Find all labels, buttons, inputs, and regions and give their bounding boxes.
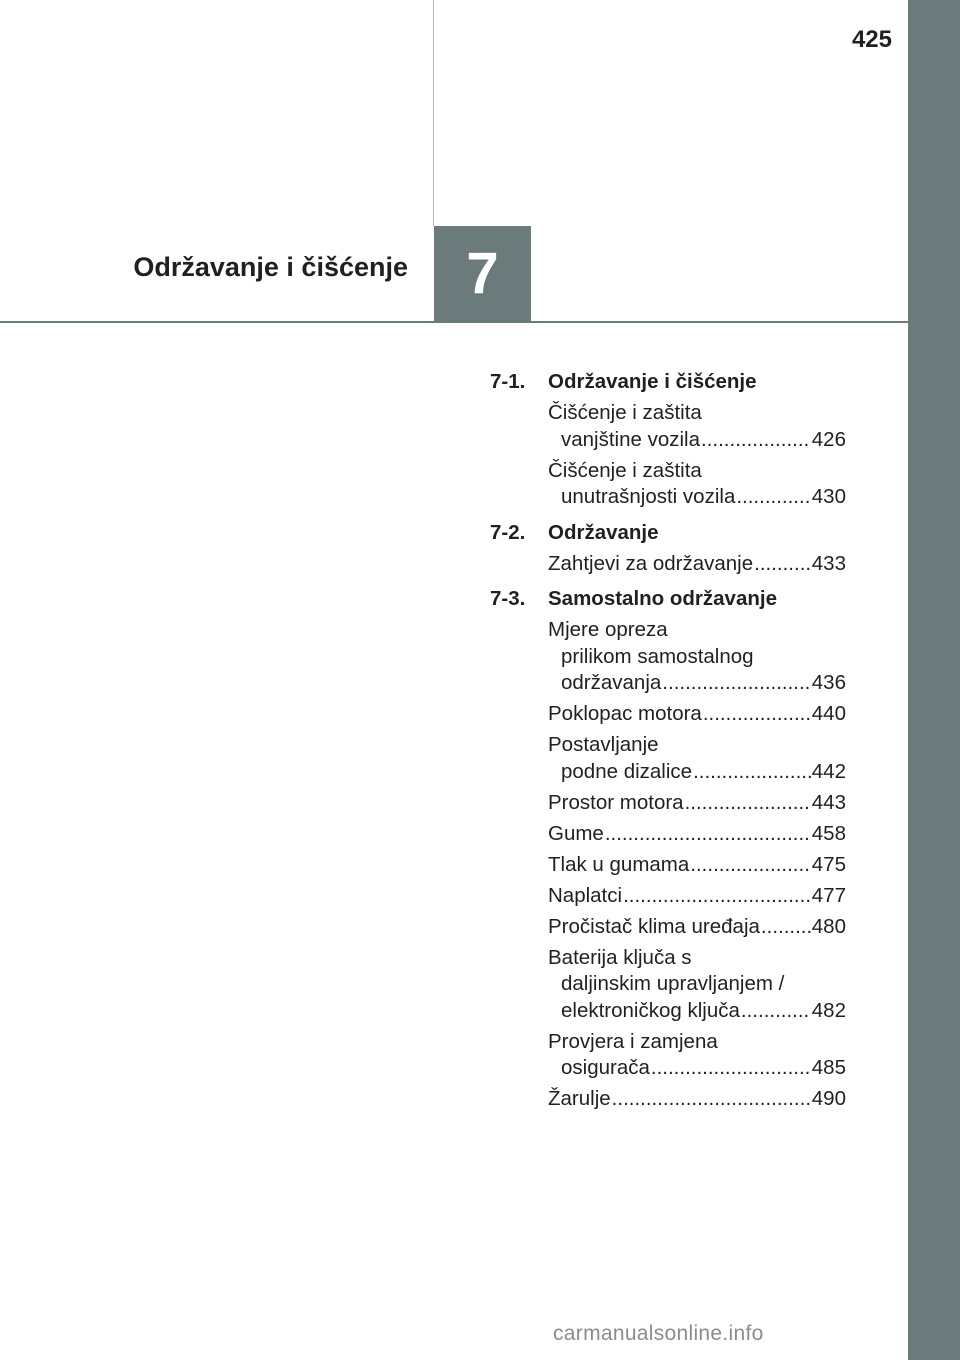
entry-page-number: 477 (811, 883, 846, 907)
entry-page-number: 433 (811, 551, 846, 575)
entry-line (548, 971, 846, 998)
entry-line (548, 998, 846, 1025)
toc-section (490, 368, 846, 511)
entry-page-number: 443 (811, 790, 846, 814)
chapter-title: Održavanje i čišćenje (133, 252, 408, 282)
entry-line (548, 644, 846, 671)
toc-entry[interactable] (548, 617, 846, 697)
dot-leader (736, 484, 810, 511)
toc-entry[interactable] (548, 883, 846, 910)
entry-line (548, 852, 846, 879)
section-number: 7-2. (490, 520, 526, 544)
entry-line (548, 1029, 846, 1056)
entry-line (548, 821, 846, 848)
dot-leader (754, 551, 811, 578)
entry-text: Čišćenje i zaštita (548, 458, 702, 482)
toc-entry[interactable] (548, 790, 846, 817)
entry-text: Gume (548, 821, 604, 845)
entry-line (548, 1086, 846, 1113)
entry-page-number: 442 (811, 759, 846, 783)
entry-text: Postavljanje (548, 733, 659, 756)
section-number: 7-1. (490, 370, 526, 393)
entry-line (548, 458, 846, 485)
toc-entry[interactable] (548, 732, 846, 785)
entry-text: Čišćenje i zaštita (548, 401, 702, 424)
entry-page-number: 458 (811, 821, 846, 845)
dot-leader (693, 759, 811, 786)
entry-text: Tlak u gumama (548, 852, 690, 876)
toc-entry[interactable] (548, 852, 846, 879)
watermark: carmanualsonline.info (553, 1322, 764, 1345)
dot-leader (651, 1055, 811, 1082)
dot-leader (761, 914, 811, 941)
toc-section (490, 519, 846, 578)
entry-line (548, 759, 846, 786)
entry-text: unutrašnjosti vozila (561, 485, 736, 508)
entry-line (548, 427, 846, 454)
section-title: Održavanje i čišćenje (548, 370, 757, 393)
entry-line (548, 400, 846, 427)
entry-page-number: 436 (811, 671, 846, 694)
entry-page-number: 475 (811, 852, 846, 876)
section-title: Održavanje (548, 520, 659, 544)
entry-line (548, 790, 846, 817)
table-of-contents (490, 368, 846, 1117)
chapter-number: 7 (466, 241, 499, 306)
dot-leader (612, 1086, 811, 1113)
entry-text: Provjera i zamjena (548, 1029, 718, 1053)
entry-page-number: 430 (811, 485, 846, 508)
toc-entry[interactable] (548, 400, 846, 453)
toc-entry[interactable] (548, 914, 846, 941)
toc-entry[interactable] (548, 1086, 846, 1113)
section-title: Samostalno održavanje (548, 587, 777, 610)
toc-section (490, 585, 846, 1113)
entry-text: Žarulje (548, 1087, 611, 1110)
entry-page-number: 426 (811, 427, 846, 451)
entry-page-number: 482 (811, 998, 846, 1022)
toc-entry[interactable] (548, 821, 846, 848)
entry-text: osigurača (561, 1056, 650, 1079)
entry-text: elektroničkog ključa (561, 998, 740, 1022)
entry-text: vanjštine vozila (561, 427, 701, 451)
chapter-side-tab (908, 0, 960, 1360)
entry-text: daljinskim upravljanjem / (561, 972, 785, 995)
entry-line (548, 484, 846, 511)
entry-text: Poklopac motora (548, 702, 702, 725)
dot-leader (690, 852, 811, 879)
toc-entry[interactable] (548, 945, 846, 1025)
dot-leader (605, 821, 811, 848)
entry-text: Naplatci (548, 883, 623, 907)
toc-entry[interactable] (548, 458, 846, 511)
entry-text: održavanja (561, 671, 662, 694)
entry-line (548, 551, 846, 578)
toc-entry[interactable] (548, 701, 846, 728)
entry-page-number: 480 (811, 914, 846, 938)
entry-line (548, 617, 846, 644)
dot-leader (662, 670, 810, 697)
page-number: 425 (851, 26, 892, 53)
entry-page-number: 490 (811, 1087, 846, 1110)
entry-text: prilikom samostalnog (561, 644, 754, 668)
entry-text: Prostor motora (548, 790, 684, 814)
entry-line (548, 670, 846, 697)
chapter-number-box (434, 226, 531, 322)
entry-text: Pročistač klima uređaja (548, 914, 760, 938)
dot-leader (701, 427, 811, 454)
entry-line (548, 701, 846, 728)
dot-leader (703, 701, 811, 728)
entry-line (548, 732, 846, 759)
entry-text: Zahtjevi za održavanje (548, 551, 754, 575)
entry-line (548, 945, 846, 972)
entry-line (548, 914, 846, 941)
dot-leader (685, 790, 811, 817)
entry-line (548, 883, 846, 910)
entry-text: Mjere opreza (548, 618, 668, 641)
dot-leader (623, 883, 811, 910)
entry-text: podne dizalice (561, 759, 693, 783)
entry-page-number: 440 (811, 702, 846, 725)
toc-entry[interactable] (548, 551, 846, 578)
entry-line (548, 1055, 846, 1082)
toc-entry[interactable] (548, 1029, 846, 1082)
dot-leader (741, 998, 811, 1025)
entry-page-number: 485 (811, 1056, 846, 1079)
entry-text: Baterija ključa s (548, 945, 692, 969)
header-vertical-rule (433, 0, 434, 226)
section-number: 7-3. (490, 587, 526, 610)
